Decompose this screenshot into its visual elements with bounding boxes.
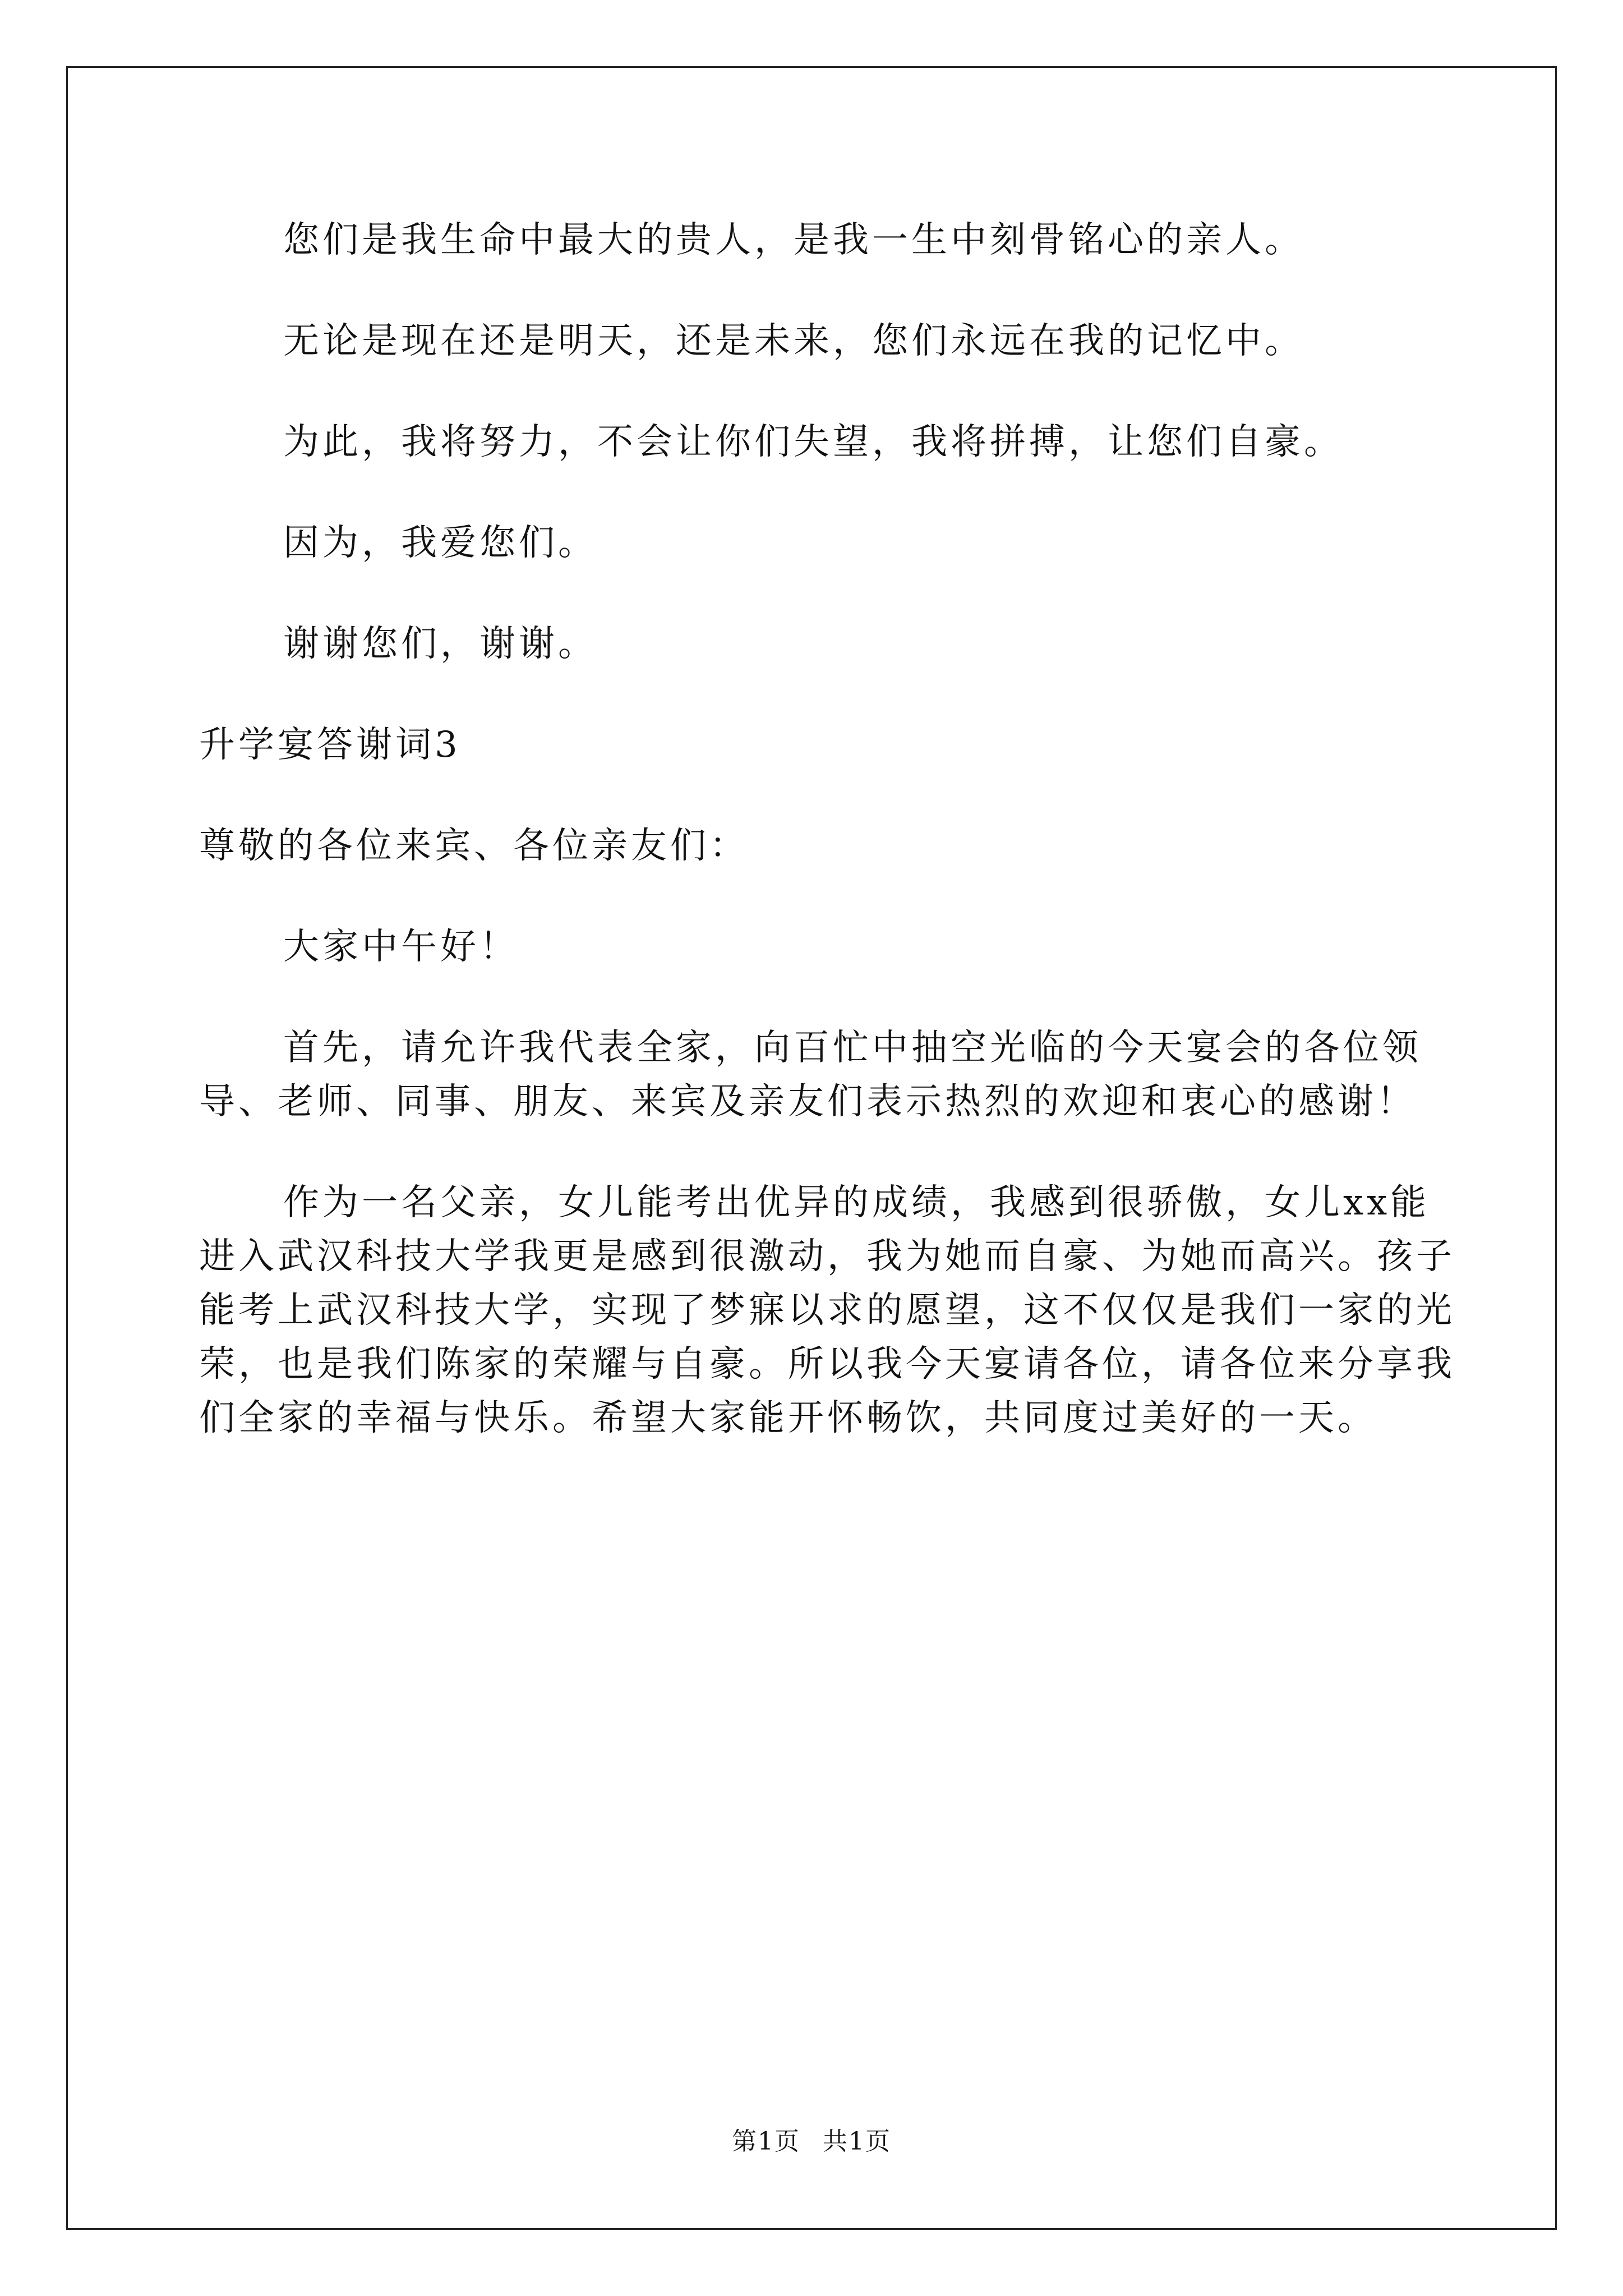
paragraph-5: 谢谢您们，谢谢。 (283, 623, 597, 665)
document-body (199, 213, 1455, 1445)
paragraph-father: 作为一名父亲，女儿能考出优异的成绩，我感到很骄傲，女儿xx能进入武汉科技大学我更是感到很激动，我为她而自豪、为她而高兴。孩子能考上武汉科技大学，实现了梦寐以求的愿望，这不仅仅是我们一家的光荣，也是我们陈家的荣耀与自豪。所以我今天宴请各位，请各位来分享我们全家的幸福与快乐。希望大家能开怀畅饮，共同度过美好的一天。 (199, 1182, 1455, 1439)
paragraph-2: 无论是现在还是明天，还是未来，您们永远在我的记忆中。 (283, 320, 1304, 362)
section-heading: 升学宴答谢词3 (199, 724, 461, 766)
page-number: 第1页 (732, 2127, 800, 2156)
page-total: 共1页 (823, 2127, 891, 2156)
greeting: 大家中午好！ (283, 926, 519, 968)
page-footer (0, 2126, 1623, 2157)
paragraph-3: 为此，我将努力，不会让你们失望，我将拼搏，让您们自豪。 (283, 421, 1343, 463)
paragraph-4: 因为，我爱您们。 (283, 522, 597, 564)
salutation: 尊敬的各位来宾、各位亲友们： (199, 825, 749, 867)
paragraph-thanks: 首先，请允许我代表全家，向百忙中抽空光临的今天宴会的各位领导、老师、同事、朋友、来宾及亲友们表示热烈的欢迎和衷心的感谢！ (199, 1027, 1422, 1122)
paragraph-1: 您们是我生命中最大的贵人，是我一生中刻骨铭心的亲人。 (283, 219, 1304, 261)
